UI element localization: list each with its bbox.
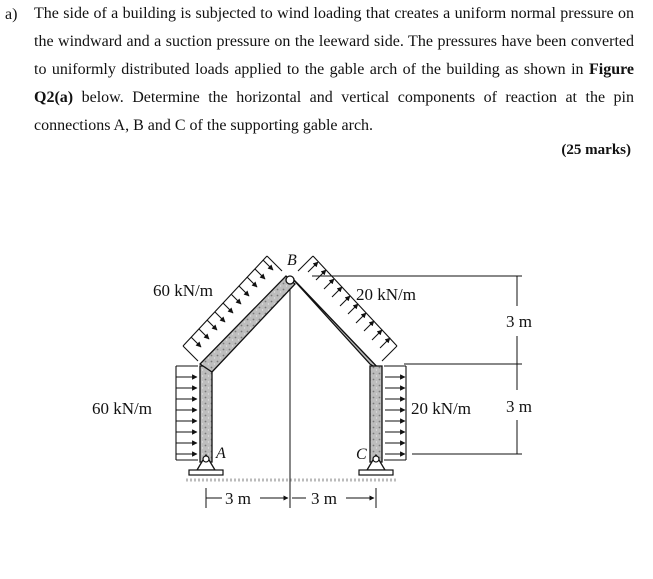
question-text-part2: below. Determine the horizontal and vertical components of reaction at the pin connections A, B and C of the supporting gable arch. — [34, 89, 635, 134]
label-point-a: A — [216, 445, 226, 462]
question-text-part1: The side of a building is subjected to wind loading that creates a uniform normal pressure on the windward and a suction pressure on the leeward side. The pressures have been converted to uniformly distributed loads applied to the gable arch of the building as shown in — [34, 5, 634, 78]
load-right-wall — [384, 366, 406, 460]
label-point-b: B — [287, 252, 297, 269]
load-right-roof — [298, 256, 397, 361]
label-point-c: C — [356, 446, 367, 463]
label-span-left: 3 m — [225, 489, 251, 508]
label-right-wall-load: 20 kN/m — [411, 399, 471, 418]
label-left-roof-load: 60 kN/m — [153, 281, 213, 300]
left-rafter — [200, 276, 295, 372]
right-column — [370, 366, 382, 462]
label-height-lower: 3 m — [506, 397, 532, 416]
left-column — [200, 366, 212, 462]
load-left-wall — [176, 366, 198, 460]
label-height-upper: 3 m — [506, 312, 532, 331]
pin-b — [286, 276, 294, 284]
label-span-right: 3 m — [311, 489, 337, 508]
figure-reference: Figure Q2(a) — [34, 61, 634, 106]
marks-label: (25 marks) — [561, 142, 631, 158]
label-right-roof-load: 20 kN/m — [356, 285, 416, 304]
label-left-wall-load: 60 kN/m — [92, 399, 152, 418]
question-label: a) — [5, 6, 18, 23]
